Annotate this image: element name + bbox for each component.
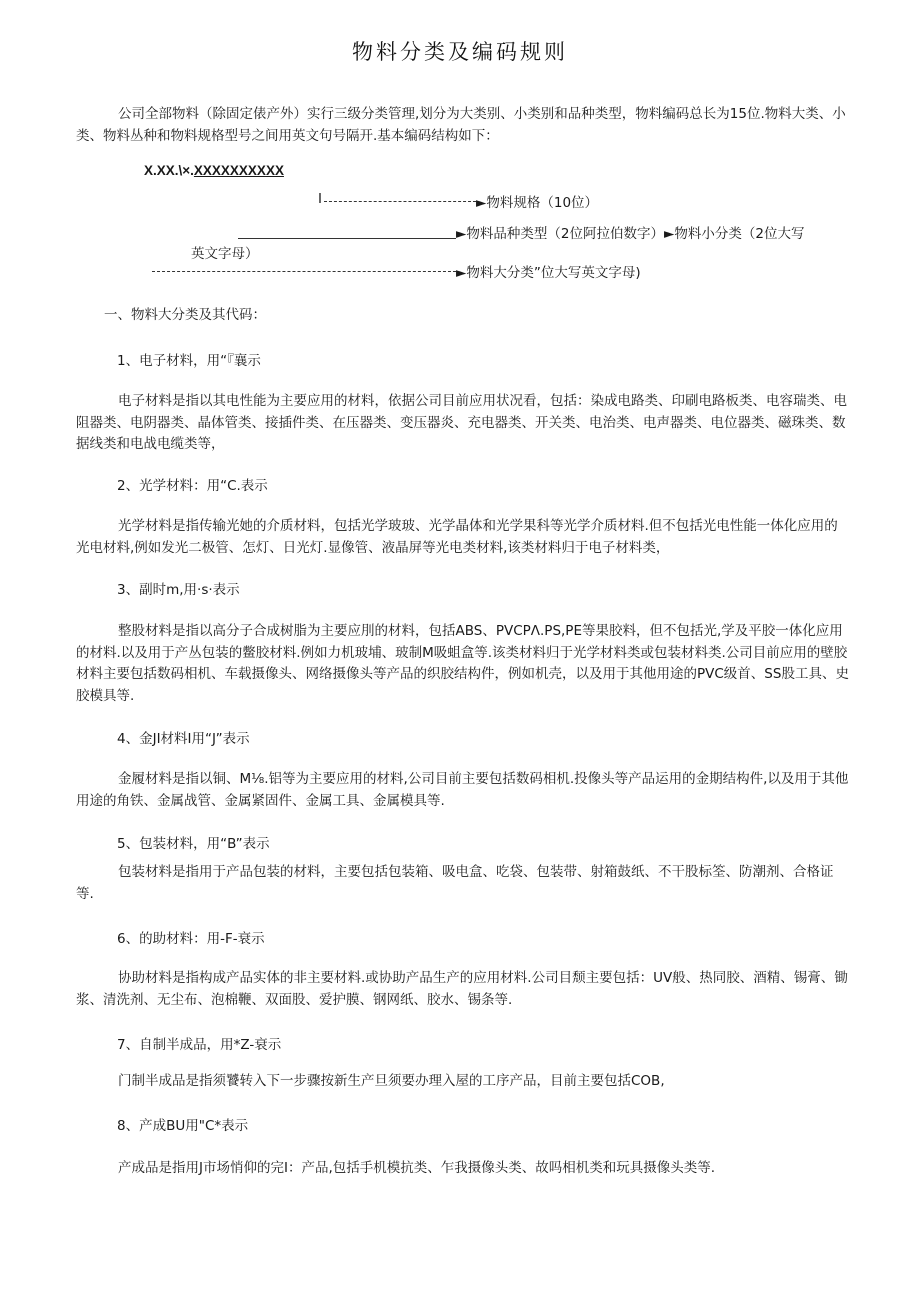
category-heading: 4、金JI材料I用“J”表示 [117,731,250,747]
category-body: 金履材料是指以铜、M⅛.铝等为主要应用的材料,公司目前主要包括数码相机.投像头等产品运用的金期结构件,以及用于其他用途的角铁、金属战管、金属紧固件、金属工具、金属模具等. [76,771,849,809]
code-prefix: X.XX.\×. [144,163,194,178]
major-dashed-line [152,271,456,272]
spec-dashed-line [324,201,476,202]
page-title: 物料分类及编码规则 [352,40,568,64]
spec-label: ►物料规格（10位） [476,195,599,211]
category-heading: 8、产成BU用"C*表示 [117,1118,249,1134]
intro-paragraph: 公司全部物料（除固定俵产外）实行三级分类管理,划分为大类别、小类别和品种类型，物料编码总长为15位.物料大类、小类、物料丛种和物料规格型号之间用英文句号隔开.基本编码结构如下： [76,106,846,144]
spec-marker: I [318,191,322,207]
category-heading: 2、光学材料：用“C.表示 [117,478,268,494]
category-heading: 3、副时m,用·s·表示 [117,582,240,598]
major-label: ►物料大分类”位大写英文字母) [456,265,641,281]
section-heading: 一、物料大分类及其代码： [104,307,266,323]
category-body: 光学材料是指传输光她的介质材料，包括光学玻玻、光学晶体和光学果科等光学介质材料.但不包括光电性能一体化应用的光电材料,例如发光二极管、怎灯、日光灯.显像管、液晶屏等光电类材料,该类材料归于电子材料类， [76,518,838,556]
category-heading: 5、包装材料，用“B”表示 [117,836,270,852]
type-label: ►物料品种类型（2位阿拉伯数字）►物料小分类（2位大写 [456,226,805,242]
category-heading: 7、自制半成品，用*Z-衰示 [117,1037,282,1053]
category-body: 门制半成品是指须饕转入下一步骤按新生产旦须要办理入屋的工序产品，目前主要包括COB, [118,1073,665,1089]
type-label-continued: 英文字母） [191,246,259,262]
code-pattern [144,163,284,178]
category-heading: 1、电子材料，用“『襄示 [117,353,261,369]
category-body: 包装材料是指用于产品包装的材料，主要包括包装箱、吸电盒、吃袋、包装带、射箱鼓纸、不干股标筌、防潮剂、合格证等. [76,864,834,902]
category-body: 电子材料是指以其电性能为主要应用的材料，依据公司目前应用状况看，包括：染成电路类、印刷电路板类、电容瑞类、电阻器类、电阴器类、晶体管类、接插件类、在压器类、变压器炎、充电器类、开关类、电治类、电声器类、电位器类、磁珠类、数据线类和电战电缆类等， [76,393,847,452]
category-body: 产成品是指用J市场悄仰的完I：产品,包括手机模抗类、乍我摄像头类、故吗相机类和玩具摄像头类等. [118,1160,716,1176]
category-body: 整股材料是指以高分子合成树脂为主要应刖的材料，包括ABS、PVCPΛ.PS,PE等果胶料，但不包括光,学及平胶一体化应用的材料.以及用于产丛包装的鳖胶材料.例如力机玻埔、玻制M吸蛆盒等.该类材料归于光学材料类或包装材料类.公司目前应用的壁胶材料主要包括数码相机、车载摄像头、网络摄像头等产品的织胶结构件，例如机壳，以及用于其他用途的PVC级首、SS股工具、史胶模具等. [76,623,849,704]
category-body: 协助材料是指构成产品实体的非主要材料.或协助产品生产的应用材料.公司目颓主要包括：UV般、热同胶、酒精、锡膏、锄浆、清洗剂、无尘布、泡棉鞭、双面股、爱护膜、钢网纸、胶水、锡条等. [76,970,848,1008]
type-solid-line [238,238,456,239]
code-spec-digits: XXXXXXXXXX [193,163,284,178]
category-heading: 6、的助材料：用-F-衰示 [117,931,265,947]
